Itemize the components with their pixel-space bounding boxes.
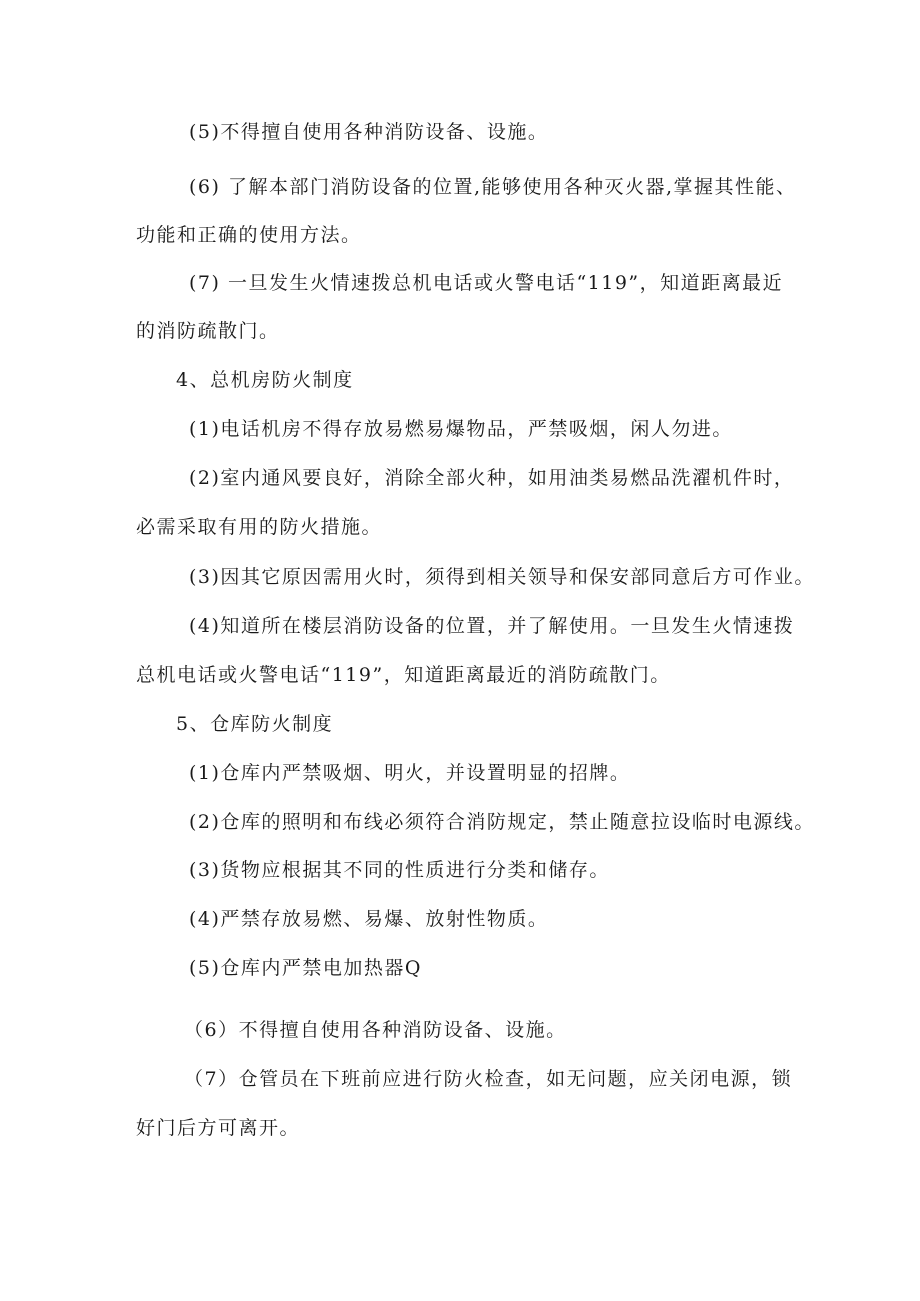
section-5-item-7-line1: （7）仓管员在下班前应进行防火检查，如无问题，应关闭电源，锁 [184,1068,793,1090]
section-5-item-4: (4)严禁存放易燃、易爆、放射性物质。 [189,908,549,930]
section-5-item-1: (1)仓库内严禁吸烟、明火，并设置明显的招牌。 [189,762,631,784]
section-4-heading: 4、总机房防火制度 [176,369,354,391]
section-4-item-2-line2: 必需采取有用的防火措施。 [136,516,383,538]
section-5-item-3: (3)货物应根据其不同的性质进行分类和储存。 [189,859,610,881]
section-5-item-5: (5)仓库内严禁电加热器Q [189,957,422,979]
section-4-item-3: (3)因其它原因需用火时，须得到相关领导和保安部同意后方可作业。 [189,566,815,588]
section-4-item-1: (1)电话机房不得存放易燃易爆物品，严禁吸烟，闲人勿进。 [189,418,733,440]
prev-item-7-line1: (7) 一旦发生火情速拨总机电话或火警电话“119”，知道距离最近 [189,272,784,294]
section-4-item-4-line2: 总机电话或火警电话“119”，知道距离最近的消防疏散门。 [136,664,671,686]
section-5-heading: 5、仓库防火制度 [176,713,334,735]
section-5-item-6: （6）不得擅自使用各种消防设备、设施。 [184,1019,567,1041]
prev-item-5: (5)不得擅自使用各种消防设备、设施。 [189,121,549,143]
section-4-item-4-line1: (4)知道所在楼层消防设备的位置，并了解使用。一旦发生火情速拨 [189,615,795,637]
prev-item-6-line2: 功能和正确的使用方法。 [136,224,362,246]
prev-item-7-line2: 的消防疏散门。 [136,320,280,342]
section-4-item-2-line1: (2)室内通风要良好，消除全部火种，如用油类易燃品洗濯机件时， [189,467,795,489]
section-5-item-2: (2)仓库的照明和布线必须符合消防规定，禁止随意拉设临时电源线。 [189,811,815,833]
section-5-item-7-line2: 好门后方可离开。 [136,1117,301,1139]
prev-item-6-line1: (6) 了解本部门消防设备的位置,能够使用各种灭火器,掌握其性能、 [189,176,797,198]
